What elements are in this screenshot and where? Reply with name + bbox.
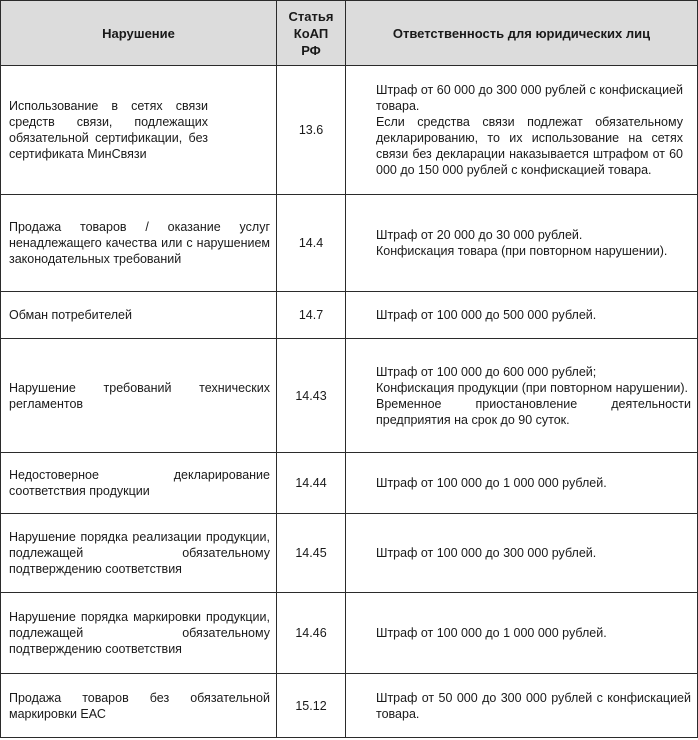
article-cell: 14.44	[277, 453, 346, 514]
article-cell: 13.6	[277, 66, 346, 195]
violation-cell: Недостоверное декларирование соответствия продукции	[1, 453, 277, 514]
responsibility-cell	[346, 292, 698, 339]
responsibility-cell	[346, 674, 698, 738]
responsibility-line: Если средства связи подлежат обязательному декларированию, то их использование на сетях связи без декларации наказывается штрафом от 60 000 до 150 000 рублей с конфискацией товара.	[376, 115, 683, 177]
table-row	[1, 195, 698, 292]
article-cell: 14.43	[277, 339, 346, 453]
responsibility-cell	[346, 514, 698, 593]
header-article: Статья КоАП РФ	[277, 1, 346, 66]
responsibility-cell	[346, 339, 698, 453]
responsibility-line: Штраф от 100 000 до 1 000 000 рублей.	[376, 476, 607, 490]
violation-cell: Продажа товаров без обязательной маркировки ЕАС	[1, 674, 277, 738]
violation-cell: Продажа товаров / оказание услуг ненадлежащего качества или с нарушением законодательных требований	[1, 195, 277, 292]
responsibility-line: Штраф от 100 000 до 1 000 000 рублей.	[376, 626, 607, 640]
table-row	[1, 593, 698, 674]
header-responsibility: Ответственность для юридических лиц	[346, 1, 698, 66]
violation-cell: Использование в сетях связи средств связи, подлежащих обязательной сертификации, без сертификата МинСвязи	[1, 66, 277, 195]
responsibility-cell	[346, 66, 698, 195]
responsibility-cell	[346, 453, 698, 514]
responsibility-cell	[346, 593, 698, 674]
responsibility-line: Штраф от 100 000 до 500 000 рублей.	[376, 308, 597, 322]
article-cell: 14.45	[277, 514, 346, 593]
table-row	[1, 66, 698, 195]
table-row	[1, 339, 698, 453]
header-violation: Нарушение	[1, 1, 277, 66]
responsibility-cell	[346, 195, 698, 292]
violation-cell: Обман потребителей	[1, 292, 277, 339]
article-cell: 14.46	[277, 593, 346, 674]
responsibility-line: Штраф от 100 000 до 600 000 рублей;	[376, 364, 597, 379]
table-row	[1, 514, 698, 593]
violation-cell: Нарушение порядка маркировки продукции, подлежащей обязательному подтверждению соответствия	[1, 593, 277, 674]
responsibility-line: Конфискация продукции (при повторном нарушении).	[376, 380, 688, 395]
responsibility-line: Штраф от 60 000 до 300 000 рублей с конфискацией товара.	[376, 83, 683, 113]
article-cell: 14.4	[277, 195, 346, 292]
responsibility-line: Конфискация товара (при повторном нарушении).	[376, 244, 668, 258]
table-row	[1, 453, 698, 514]
violation-cell: Нарушение порядка реализации продукции, подлежащей обязательному подтверждению соответствия	[1, 514, 277, 593]
table-row	[1, 292, 698, 339]
responsibility-line: Штраф от 50 000 до 300 000 рублей с конфискацией товара.	[376, 690, 691, 721]
article-cell: 14.7	[277, 292, 346, 339]
responsibility-line: Штраф от 100 000 до 300 000 рублей.	[376, 546, 597, 560]
responsibility-line: Временное приостановление деятельности предприятия на срок до 90 суток.	[376, 396, 691, 427]
responsibility-line: Штраф от 20 000 до 30 000 рублей.	[376, 228, 583, 242]
table-row	[1, 674, 698, 738]
table-header-row	[1, 1, 698, 66]
violation-cell: Нарушение требований технических регламентов	[1, 339, 277, 453]
article-cell: 15.12	[277, 674, 346, 738]
